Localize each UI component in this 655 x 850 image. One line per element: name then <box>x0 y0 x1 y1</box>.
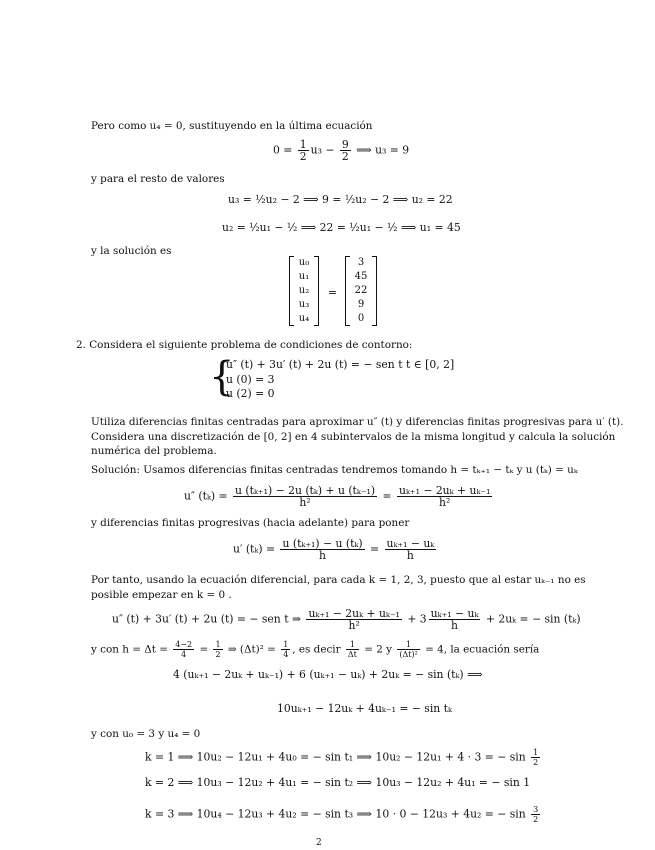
text-line: Pero como u₄ = 0, sustituyendo en la última ecuación <box>91 120 373 132</box>
solution-line <box>91 463 578 477</box>
text-line: y la solución es <box>91 245 172 257</box>
fraction: $\frac{\text{uₖ₊₁ − 2uₖ + uₖ₋₁}}{\text{h²}}$ <box>308 607 400 632</box>
fraction: $\frac{\text{u (tₖ₊₁) − 2u (tₖ) + u (tₖ₋₁)}}{\text{h²}}$ <box>235 484 376 509</box>
text-line: Considera una discretización de [0, 2] en 4 subintervalos de la misma longitud y calcula la solución <box>91 431 616 443</box>
system-equation: u″ (t) + 3u′ (t) + 2u (t) = − sen t t ∈ [0, 2] <box>226 358 455 371</box>
fraction: $\frac{1}{2}$ <box>215 640 221 659</box>
matrix-cell: u₁ <box>298 271 310 282</box>
left-brace: { <box>209 354 235 400</box>
eq-part: + 2uₖ = − sin (tₖ) <box>485 612 581 626</box>
matrix-cell: u₀ <box>298 257 310 268</box>
matrix-cell: 22 <box>354 285 368 296</box>
equals-sign: = <box>328 286 338 299</box>
solution-label: Solución: <box>91 464 140 476</box>
equation-k1 <box>145 748 542 767</box>
matrix-cell: 45 <box>354 271 368 282</box>
equation <box>184 485 494 508</box>
fraction: $\frac{9}{2}$ <box>341 138 349 163</box>
fraction: $\frac{1}{4}$ <box>283 640 289 659</box>
page-number: 2 <box>316 838 322 848</box>
text-line: y diferencias finitas progresivas (hacia adelante) para poner <box>91 517 410 529</box>
equation: 4 (uₖ₊₁ − 2uₖ + uₖ₋₁) + 6 (uₖ₊₁ − uₖ) + 2uₖ = − sin (tₖ) ⟹ <box>173 668 483 681</box>
text-line: y con u₀ = 3 y u₄ = 0 <box>91 728 201 740</box>
text-part: = <box>199 643 209 656</box>
equation: u₂ = ½u₁ − ½ ⟹ 22 = ½u₁ − ½ ⟹ u₁ = 45 <box>222 221 461 234</box>
matrix-cell: u₄ <box>298 313 310 324</box>
text-part: = 4, la ecuación sería <box>425 643 540 656</box>
matrix-cell: 3 <box>357 257 365 268</box>
eq-part: u₃ − <box>310 143 335 157</box>
matrix-cell: 0 <box>357 313 365 324</box>
text-line: posible empezar en k = 0 . <box>91 589 232 601</box>
text-part: , es decir <box>292 643 341 656</box>
text-part: ⇒ (Δt)² = <box>227 643 276 656</box>
eq-part: 0 = <box>273 143 293 157</box>
fraction: $\frac{\text{u (tₖ₊₁) − u (tₖ)}}{h}$ <box>282 537 363 562</box>
eq-part: ⟹ u₃ = 9 <box>356 143 410 157</box>
fraction: $\frac{1}{2}$ <box>299 138 307 163</box>
equation <box>233 538 438 561</box>
text-part: y con h = Δt = <box>91 643 168 656</box>
system-equation: u (2) = 0 <box>226 387 275 400</box>
fraction: $\frac{\text{uₖ₊₁ − 2uₖ + uₖ₋₁}}{\text{h²}}$ <box>398 484 491 509</box>
eq-part: k = 1 ⟹ 10u₂ − 12u₁ + 4u₀ = − sin t₁ ⟹ 10u₂ − 12u₁ + 4 · 3 = − sin <box>145 750 526 764</box>
fraction: $\frac{4-2}{4}$ <box>175 640 193 659</box>
equation <box>112 608 581 631</box>
matrix-right <box>345 256 377 326</box>
matrix-cell: 9 <box>357 299 365 310</box>
fraction: $\frac{\text{uₖ₊₁ − uₖ}}{h}$ <box>430 607 479 632</box>
eq-part: u″ (tₖ) = <box>184 489 228 503</box>
equation-k3 <box>145 805 542 824</box>
eq-part: k = 3 ⟹ 10u₄ − 12u₃ + 4u₂ = − sin t₃ ⟹ 10 · 0 − 12u₃ + 4u₂ = − sin <box>145 807 526 821</box>
fraction: $\frac{1}{\text{(Δt)²}}$ <box>399 640 418 659</box>
fraction: $\frac{\text{uₖ₊₁ − uₖ}}{h}$ <box>386 537 435 562</box>
text-line: Utiliza diferencias finitas centradas para aproximar u″ (t) y diferencias finitas progresivas para u′ (t). <box>91 416 624 428</box>
equation <box>273 139 409 162</box>
system-equation: u (0) = 3 <box>226 373 275 386</box>
eq-part: u′ (tₖ) = <box>233 542 276 556</box>
equation: 10uₖ₊₁ − 12uₖ + 4uₖ₋₁ = − sin tₖ <box>277 702 452 715</box>
eq-part: = <box>370 542 380 556</box>
list-item-heading: 2. Considera el siguiente problema de condiciones de contorno: <box>76 339 413 351</box>
text-line <box>91 640 539 659</box>
text-line: y para el resto de valores <box>91 173 225 185</box>
text-line: Por tanto, usando la ecuación diferencial, para cada k = 1, 2, 3, puesto que al estar uₖ₋₁ no es <box>91 574 586 586</box>
fraction: $\frac{1}{\Delta t}$ <box>347 640 357 659</box>
eq-part: = <box>382 489 392 503</box>
matrix-left <box>289 256 319 326</box>
fraction: $\frac{1}{2}$ <box>533 748 539 767</box>
eq-part: u″ (t) + 3u′ (t) + 2u (t) = − sen t ⇒ <box>112 612 302 626</box>
solution-text: Usamos diferencias finitas centradas tendremos tomando h = tₖ₊₁ − tₖ y u (tₖ) = uₖ <box>143 464 578 476</box>
fraction: $\frac{3}{2}$ <box>533 805 539 824</box>
eq-part: + 3 <box>407 612 427 626</box>
matrix-cell: u₃ <box>298 299 310 310</box>
text-part: = 2 y <box>364 643 393 656</box>
text-line: numérica del problema. <box>91 445 217 457</box>
equation: u₃ = ½u₂ − 2 ⟹ 9 = ½u₂ − 2 ⟹ u₂ = 22 <box>228 193 453 206</box>
equation-k2: k = 2 ⟹ 10u₃ − 12u₂ + 4u₁ = − sin t₂ ⟹ 10u₃ − 12u₂ + 4u₁ = − sin 1 <box>145 776 531 789</box>
matrix-cell: u₂ <box>298 285 310 296</box>
